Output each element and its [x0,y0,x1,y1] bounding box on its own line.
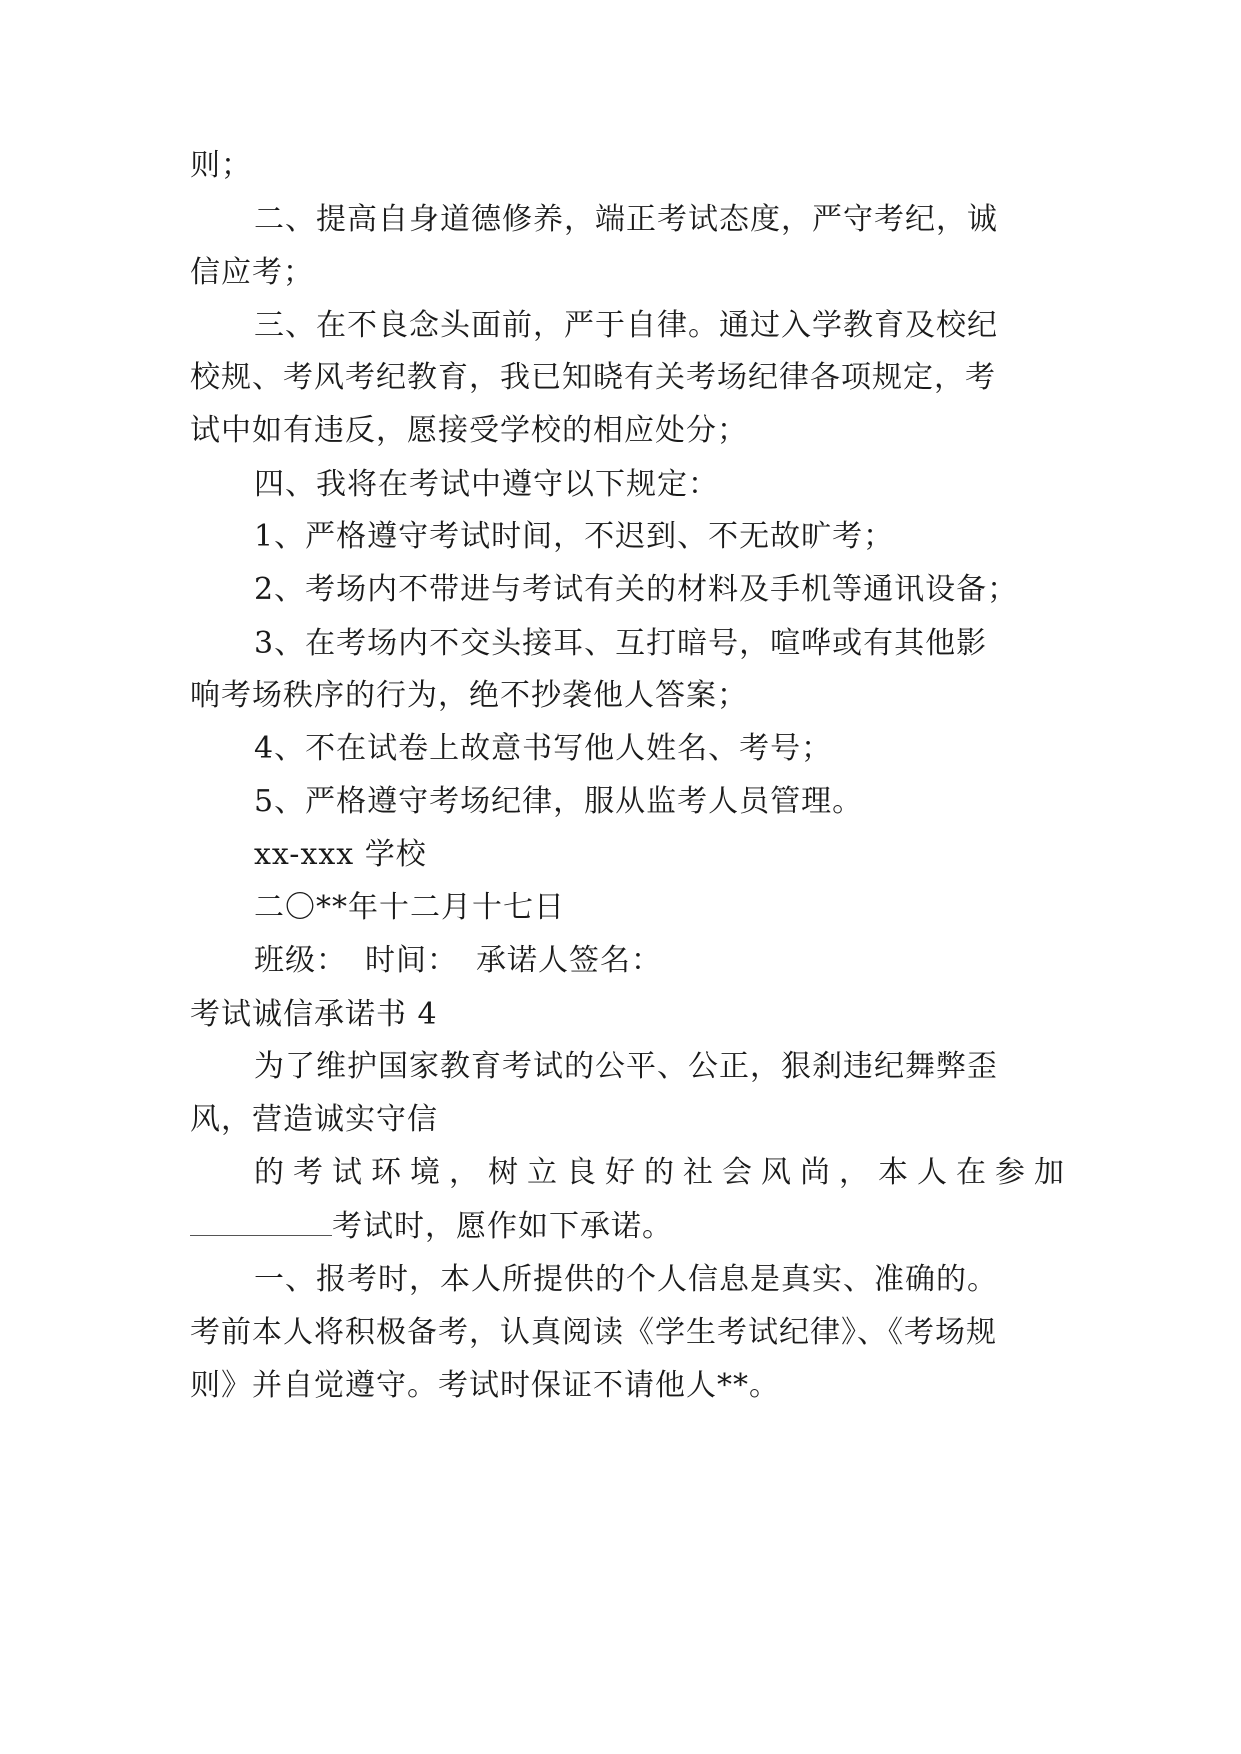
signer-label: 承诺人签名： [476,943,662,978]
blank-trailing-text: 考试时，愿作如下承诺。 [332,1209,673,1244]
list-item: 5、严格遵守考场纪律，服从监考人员管理。 [254,784,864,819]
paragraph-line: 试中如有违反，愿接受学校的相应处分； [190,413,748,448]
section-title: 考试诚信承诺书 4 [190,997,438,1032]
paragraph-line: 考前本人将积极备考，认真阅读《学生考试纪律》、《考场规 [190,1315,997,1350]
fill-in-blank [190,1209,332,1236]
paragraph-line [190,1207,673,1247]
list-item: 2、考场内不带进与考试有关的材料及手机等通讯设备； [254,572,1019,607]
class-label: 班级： [254,943,347,978]
signature-row [254,941,662,981]
paragraph-line: 的考试环境，树立良好的社会风尚，本人在参加 [254,1155,1073,1190]
paragraph-line: 为了维护国家教育考试的公平、公正，狠刹违纪舞弊歪 [254,1049,998,1084]
paragraph-line: 二、提高自身道德修养，端正考试态度，严守考纪，诚 [254,202,998,237]
document-date: 二〇**年十二月十七日 [254,890,565,925]
paragraph-line: 则》并自觉遵守。考试时保证不请他人**。 [190,1368,780,1403]
paragraph-line: 校规、考风考纪教育，我已知晓有关考场纪律各项规定，考 [190,360,996,395]
school-name: xx-xxx 学校 [254,837,427,872]
list-item: 4、不在试卷上故意书写他人姓名、考号； [254,731,833,766]
paragraph-line: 四、我将在考试中遵守以下规定： [254,467,719,502]
paragraph-line: 三、在不良念头面前，严于自律。通过入学教育及校纪 [254,308,998,343]
paragraph-line: 则； [190,148,252,183]
paragraph-line: 一、报考时，本人所提供的个人信息是真实、准确的。 [254,1262,998,1297]
paragraph-line: 风，营造诚实守信 [190,1102,438,1137]
list-item: 3、在考场内不交头接耳、互打暗号，喧哗或有其他影 [254,626,988,661]
paragraph-line: 响考场秩序的行为，绝不抄袭他人答案； [190,678,748,713]
paragraph-line: 信应考； [190,255,314,290]
time-label: 时间： [365,943,458,978]
list-item: 1、严格遵守考试时间，不迟到、不无故旷考； [254,519,895,554]
